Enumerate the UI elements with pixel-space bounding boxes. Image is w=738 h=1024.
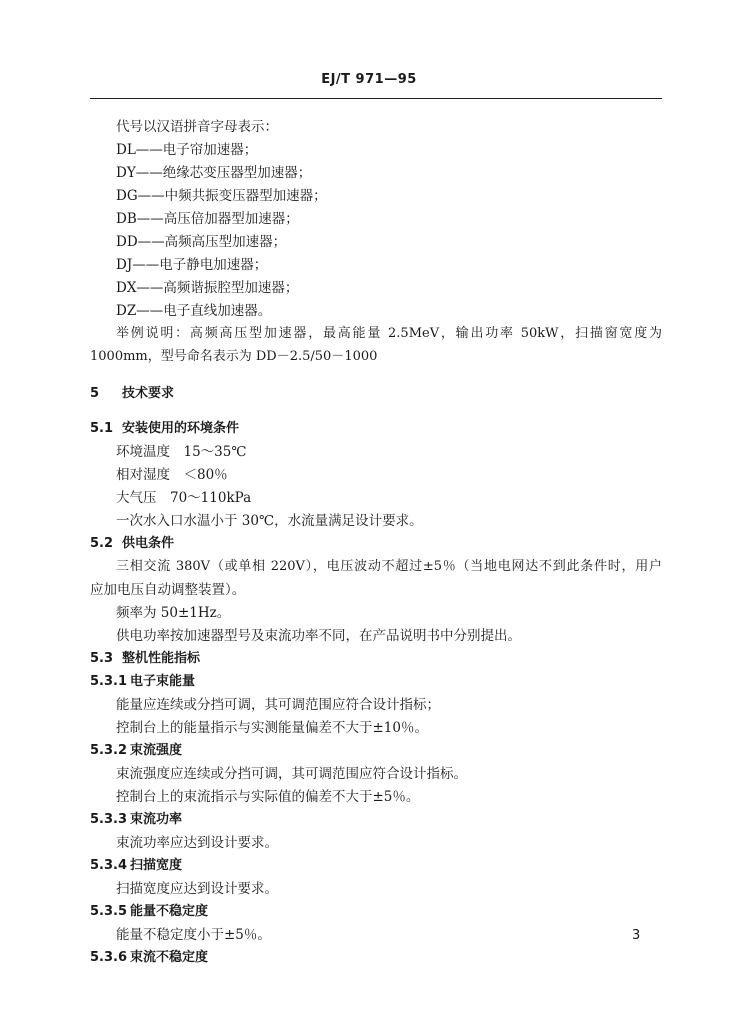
env-humidity: 相对湿度 ＜80％	[116, 467, 228, 483]
section-5-3-1-title: 电子束能量	[130, 674, 196, 689]
section-5-1-heading	[90, 420, 239, 438]
env-temperature: 环境温度 15～35℃	[116, 444, 247, 460]
section-5-1-number: 5.1	[90, 421, 114, 436]
section-5-3-3-number: 5.3.3	[90, 812, 128, 827]
code-item-db: DB——高压倍加器型加速器；	[116, 211, 299, 227]
section-5-3-5-number: 5.3.5	[90, 904, 128, 919]
power-frequency: 频率为 50±1Hz。	[116, 605, 231, 621]
energy-adjustable: 能量应连续或分挡可调，其可调范围应符合设计指标；	[116, 697, 440, 713]
section-5-3-3-heading	[90, 811, 182, 829]
section-5-2-title: 供电条件	[122, 536, 175, 551]
section-5-3-4-title: 扫描宽度	[130, 858, 183, 873]
section-5-3-6-heading	[90, 949, 208, 967]
page-number: 3	[632, 928, 641, 943]
section-5-3-heading	[90, 650, 200, 668]
code-item-dl: DL——电子帘加速器；	[116, 142, 258, 158]
section-5-3-2-number: 5.3.2	[90, 743, 128, 758]
beam-intensity-adjustable: 束流强度应连续或分挡可调，其可调范围应符合设计指标。	[116, 766, 467, 782]
header-rule	[90, 98, 662, 99]
section-5-3-number: 5.3	[90, 651, 114, 666]
section-5-number: 5	[90, 386, 100, 401]
section-5-3-4-heading	[90, 857, 182, 875]
section-5-title: 技术要求	[122, 386, 175, 401]
section-5-3-1-heading	[90, 673, 195, 691]
section-5-heading	[90, 385, 174, 403]
power-line-2: 应加电压自动调整装置）。	[90, 582, 246, 598]
code-item-dz: DZ——电子直线加速器。	[116, 303, 272, 319]
page-header-standard-code: EJ/T 971—95	[321, 72, 417, 87]
section-5-2-number: 5.2	[90, 536, 114, 551]
example-line-1: 举例说明：高频高压型加速器，最高能量 2.5MeV，输出功率 50kW，扫描窗宽度为	[116, 326, 662, 341]
section-5-3-2-title: 束流强度	[130, 743, 183, 758]
beam-intensity-deviation: 控制台上的束流指示与实际值的偏差不大于±5％。	[116, 789, 420, 805]
code-item-dy: DY——绝缘芯变压器型加速器；	[116, 165, 312, 181]
section-5-3-2-heading	[90, 742, 182, 760]
section-5-3-5-title: 能量不稳定度	[130, 904, 209, 919]
env-water: 一次水入口水温小于 30℃，水流量满足设计要求。	[116, 513, 423, 529]
power-supply-note: 供电功率按加速器型号及束流功率不同，在产品说明书中分别提出。	[116, 628, 521, 644]
section-5-3-5-heading	[90, 903, 208, 921]
code-item-dd: DD——高频高压型加速器；	[116, 234, 287, 250]
scan-width-requirement: 扫描宽度应达到设计要求。	[116, 881, 278, 897]
env-pressure: 大气压 70～110kPa	[116, 490, 252, 506]
section-5-2-heading	[90, 535, 174, 553]
code-item-dg: DG——中频共振变压器型加速器；	[116, 188, 327, 204]
section-5-1-title: 安装使用的环境条件	[122, 421, 240, 436]
section-5-3-6-title: 束流不稳定度	[130, 950, 209, 965]
section-5-3-3-title: 束流功率	[130, 812, 183, 827]
beam-power-requirement: 束流功率应达到设计要求。	[116, 835, 278, 851]
power-line-1: 三相交流 380V（或单相 220V），电压波动不超过±5％（当地电网达不到此条件时，用户	[116, 559, 662, 574]
code-item-dj: DJ——电子静电加速器；	[116, 257, 268, 273]
code-item-dx: DX——高频谐振腔型加速器；	[116, 280, 299, 296]
section-5-3-title: 整机性能指标	[122, 651, 201, 666]
section-5-3-4-number: 5.3.4	[90, 858, 128, 873]
section-5-3-1-number: 5.3.1	[90, 674, 128, 689]
energy-instability-requirement: 能量不稳定度小于±5％。	[116, 927, 271, 943]
codes-intro: 代号以汉语拼音字母表示：	[116, 119, 278, 135]
energy-deviation: 控制台上的能量指示与实测能量偏差不大于±10％。	[116, 720, 428, 736]
section-5-3-6-number: 5.3.6	[90, 950, 128, 965]
example-line-2: 1000mm，型号命名表示为 DD－2.5/50－1000	[90, 349, 378, 364]
